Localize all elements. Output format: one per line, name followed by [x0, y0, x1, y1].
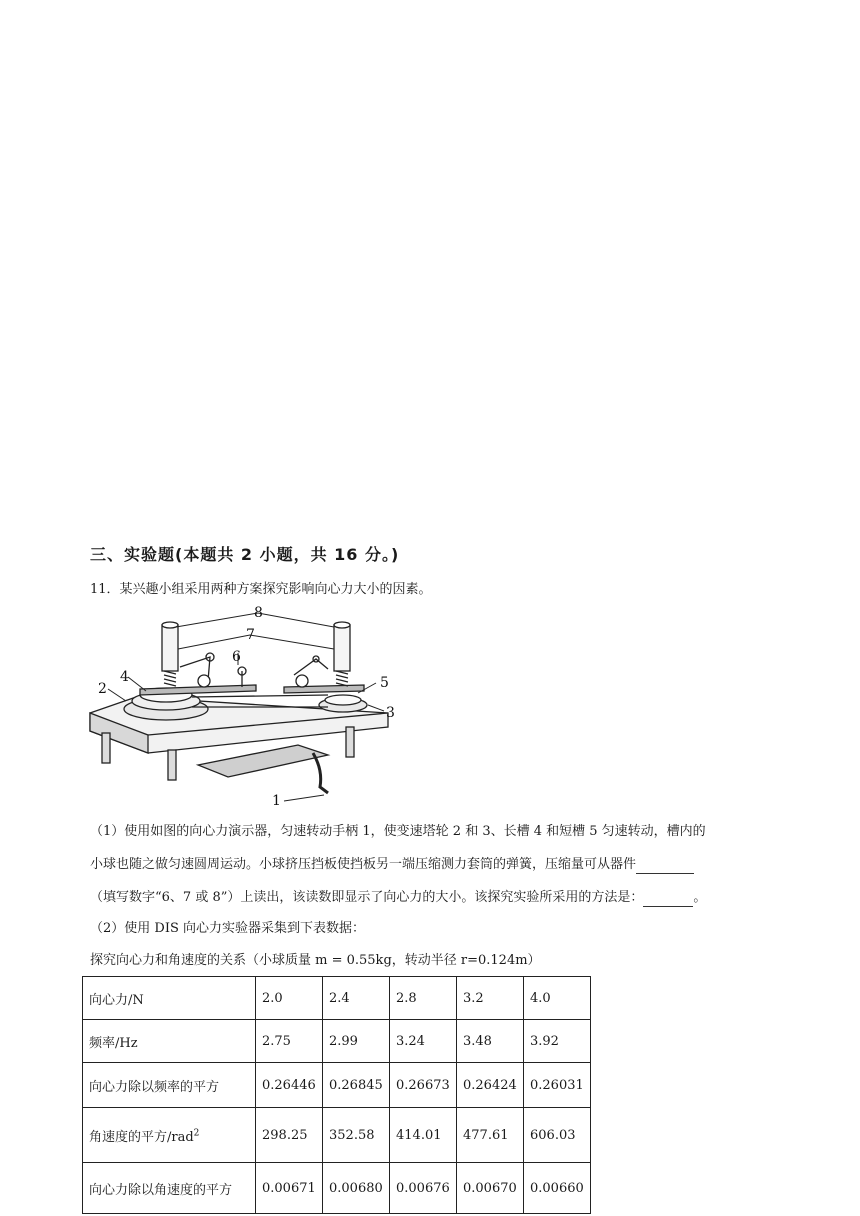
cell: 298.25: [256, 1108, 323, 1163]
cell: 0.00660: [524, 1163, 591, 1214]
cell: 2.0: [256, 977, 323, 1020]
cell: 0.26031: [524, 1063, 591, 1108]
answer-blank-component[interactable]: [636, 859, 694, 874]
table-caption: 探究向心力和角速度的关系（小球质量 m = 0.55kg，转动半径 r=0.124m）: [90, 953, 541, 968]
table-row: [83, 1163, 591, 1214]
row-label-sup: 2: [193, 1128, 200, 1139]
part1-line2-wrap: [90, 856, 694, 874]
answer-blank-method[interactable]: [643, 892, 693, 907]
part2-line: （2）使用 DIS 向心力实验器采集到下表数据：: [90, 921, 365, 936]
cell: 414.01: [390, 1108, 457, 1163]
question-intro: 11．某兴趣小组采用两种方案探究影响向心力大小的因素。: [90, 582, 432, 597]
cell: 0.00671: [256, 1163, 323, 1214]
row-label: 向心力/N: [83, 977, 256, 1020]
cell: 3.24: [390, 1020, 457, 1063]
row-label: 向心力除以角速度的平方: [83, 1163, 256, 1214]
figure-label-1: 1: [272, 793, 281, 809]
cell: 2.99: [323, 1020, 390, 1063]
cell: 477.61: [457, 1108, 524, 1163]
cell: 0.00670: [457, 1163, 524, 1214]
cell: 2.8: [390, 977, 457, 1020]
table-row: [83, 1063, 591, 1108]
table-row: [83, 1108, 591, 1163]
figure-label-4: 4: [120, 669, 129, 685]
row-label-text: 角速度的平方/rad: [89, 1129, 194, 1145]
part1-line2: 小球也随之做匀速圆周运动。小球挤压挡板使挡板另一端压缩测力套筒的弹簧，压缩量可从器件: [90, 857, 637, 872]
cell: 4.0: [524, 977, 591, 1020]
cell: 3.2: [457, 977, 524, 1020]
cell: 352.58: [323, 1108, 390, 1163]
figure-label-6: 6: [232, 649, 241, 665]
part1-line3-wrap: [90, 889, 706, 907]
figure-label-2: 2: [98, 681, 107, 697]
cell: 2.4: [323, 977, 390, 1020]
table-row: [83, 1020, 591, 1063]
figure-label-7: 7: [246, 627, 255, 643]
part1-line3: （填写数字“6、7 或 8”）上读出，该读数即显示了向心力的大小。该探究实验所采用的方法是：: [90, 890, 644, 905]
table-row: [83, 977, 591, 1020]
cell: 0.00680: [323, 1163, 390, 1214]
cell: 606.03: [524, 1108, 591, 1163]
cell: 2.75: [256, 1020, 323, 1063]
data-table: [82, 976, 591, 1214]
row-label: 向心力除以频率的平方: [83, 1063, 256, 1108]
part1-line3-end: 。: [693, 890, 707, 905]
cell: 0.26446: [256, 1063, 323, 1108]
row-label: 频率/Hz: [83, 1020, 256, 1063]
cell: 0.26845: [323, 1063, 390, 1108]
part1-line1: （1）使用如图的向心力演示器，匀速转动手柄 1，使变速塔轮 2 和 3、长槽 4 和短槽 5 匀速转动，槽内的: [90, 824, 706, 839]
cell: 0.00676: [390, 1163, 457, 1214]
cell: 3.48: [457, 1020, 524, 1063]
section-title: 三、实验题(本题共 2 小题，共 16 分。): [90, 545, 400, 564]
cell: 0.26424: [457, 1063, 524, 1108]
cell: 0.26673: [390, 1063, 457, 1108]
figure-label-8: 8: [254, 605, 263, 621]
figure-label-5: 5: [380, 675, 389, 691]
row-label: [83, 1108, 256, 1163]
centripetal-force-apparatus-figure: [88, 605, 398, 810]
cell: 3.92: [524, 1020, 591, 1063]
figure-label-3: 3: [386, 705, 395, 721]
